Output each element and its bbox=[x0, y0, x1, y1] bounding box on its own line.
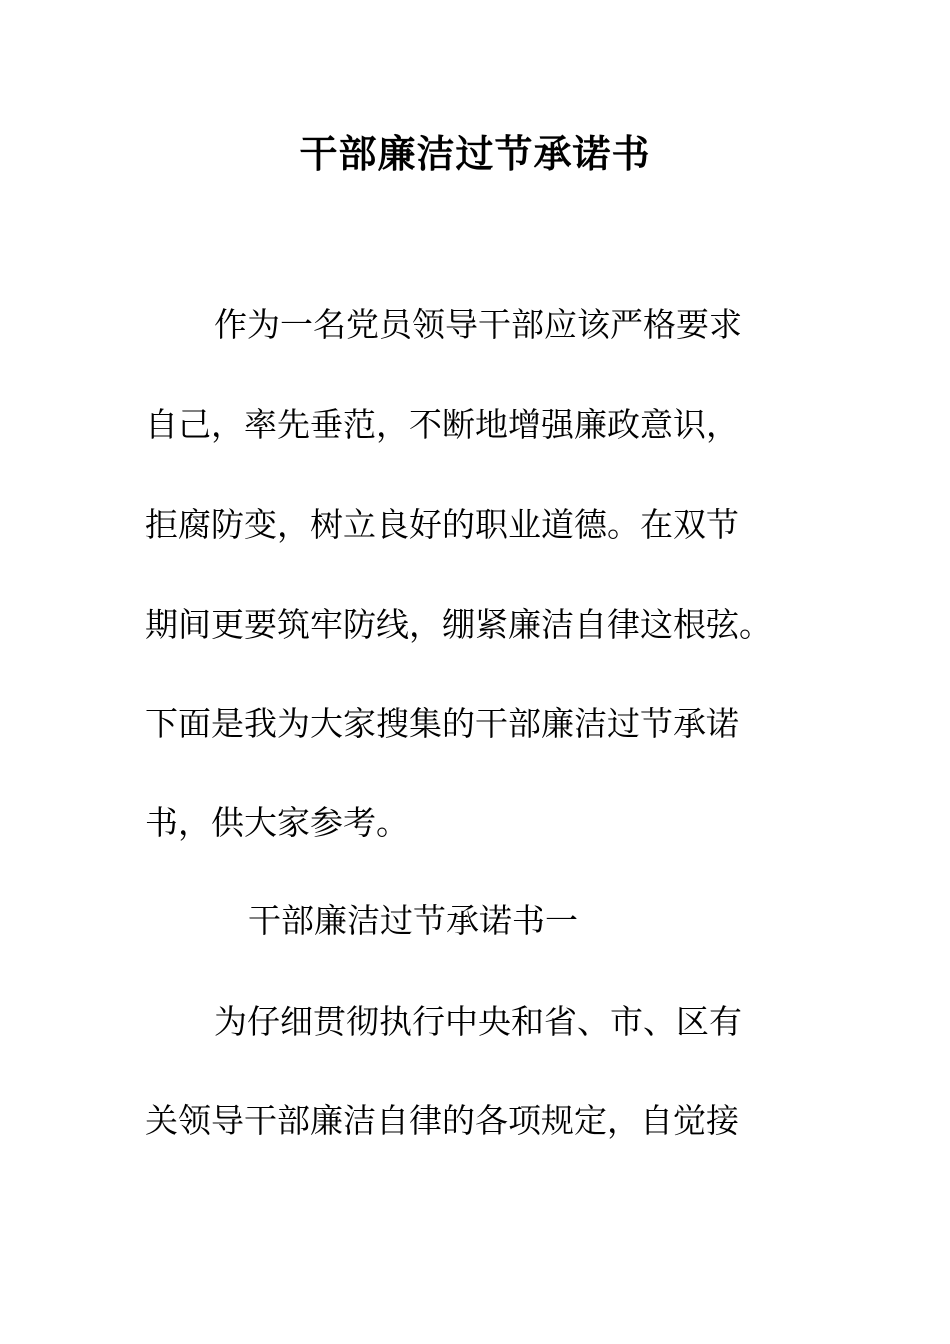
paragraph-line: 期间更要筑牢防线，绷紧廉洁自律这根弦。 bbox=[145, 605, 772, 644]
section-heading: 干部廉洁过节承诺书一 bbox=[248, 901, 578, 940]
paragraph-line: 为仔细贯彻执行中央和省、市、区有 bbox=[214, 1002, 742, 1041]
paragraph-line: 书，供大家参考。 bbox=[145, 803, 409, 842]
paragraph-line: 作为一名党员领导干部应该严格要求 bbox=[214, 305, 742, 344]
document-title: 干部廉洁过节承诺书 bbox=[299, 131, 651, 176]
paragraph-line: 关领导干部廉洁自律的各项规定，自觉接 bbox=[145, 1101, 739, 1140]
paragraph-line: 下面是我为大家搜集的干部廉洁过节承诺 bbox=[145, 704, 739, 743]
paragraph-line: 拒腐防变，树立良好的职业道德。在双节 bbox=[145, 505, 739, 544]
paragraph-line: 自己，率先垂范，不断地增强廉政意识， bbox=[145, 405, 739, 444]
